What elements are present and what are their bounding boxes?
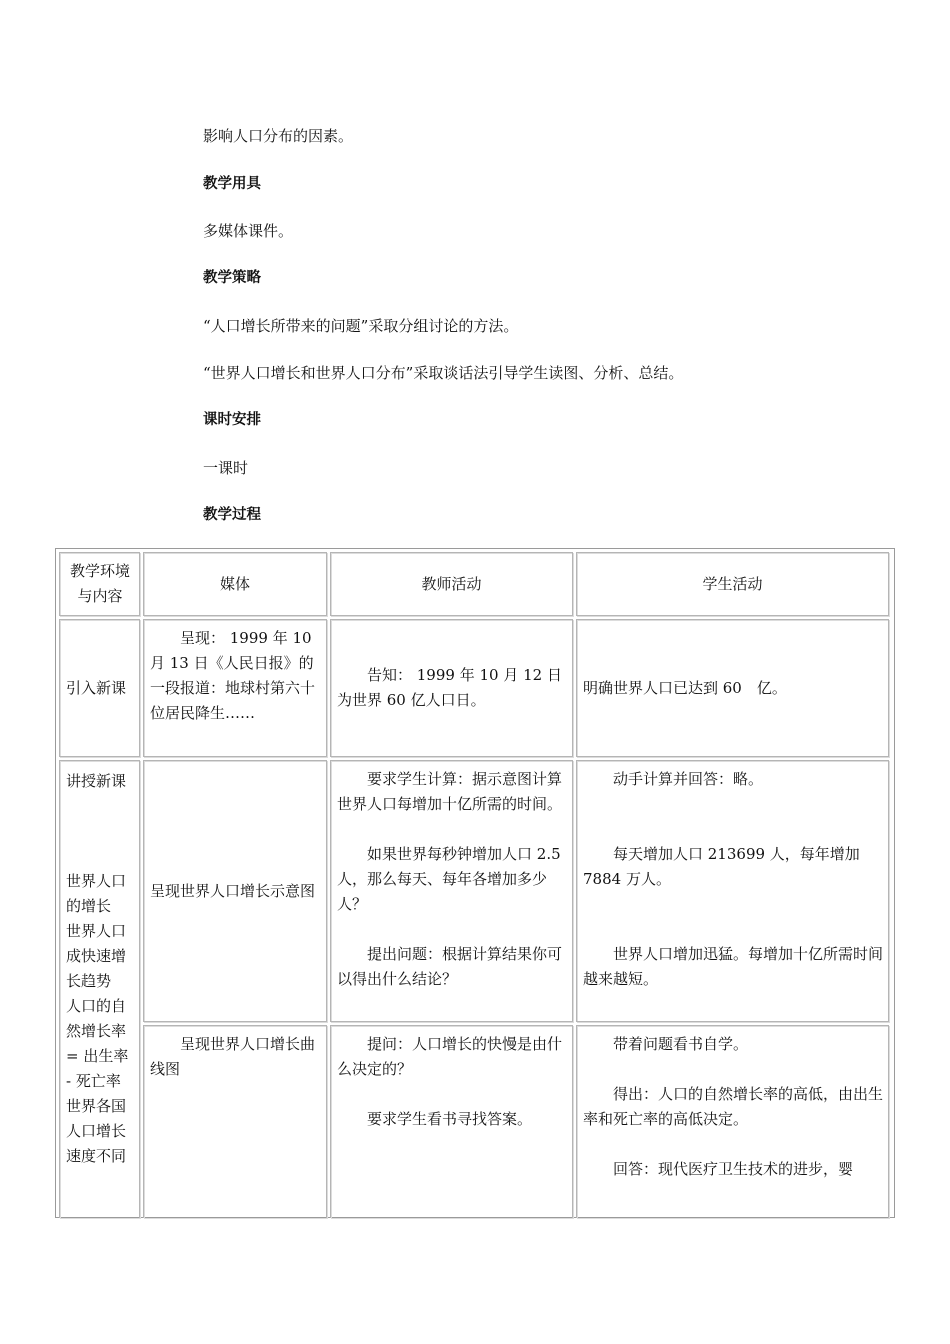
row1-media: 呈现： 1999 年 10 月 13 日《人民日报》的一段报道：地球村第六十位居民降生……	[143, 619, 327, 757]
strategy-heading: 教学策略	[203, 270, 261, 286]
header-teacher: 教师活动	[330, 552, 573, 616]
schedule-text: 一课时	[203, 459, 249, 477]
row2b-teacher: 提问：人口增长的快慢是由什么决定的？ 要求学生看书寻找答案。	[330, 1025, 573, 1218]
row2-env	[59, 760, 140, 1218]
row1-student: 明确世界人口已达到 60 亿。	[576, 619, 889, 757]
row2a-student: 动手计算并回答：略。 每天增加人口 213699 人，每年增加 7884 万人。 世界人口增加迅猛。每增加十亿所需时间越来越短。	[576, 760, 889, 1022]
tools-heading: 教学用具	[203, 176, 261, 192]
strategy-item-1: “人口增长所带来的问题”采取分组讨论的方法。	[203, 317, 519, 335]
header-student: 学生活动	[576, 552, 889, 616]
row2a-teacher: 要求学生计算：据示意图计算世界人口每增加十亿所需的时间。 如果世界每秒钟增加人口 2.5 人，那么每天、每年各增加多少人？ 提出问题：根据计算结果你可以得出什么结论？	[330, 760, 573, 1022]
teaching-process-table	[55, 548, 895, 1218]
row1-teacher: 告知： 1999 年 10 月 12 日为世界 60 亿人口日。	[330, 619, 573, 757]
row2b-student: 带着问题看书自学。 得出：人口的自然增长率的高低，由出生率和死亡率的高低决定。 回答：现代医疗卫生技术的进步，婴	[576, 1025, 889, 1218]
intro-text: 影响人口分布的因素。	[203, 127, 354, 145]
row2-env-title: 讲授新课	[66, 772, 127, 790]
process-heading: 教学过程	[203, 507, 261, 523]
header-env: 教学环境与内容	[59, 552, 140, 616]
strategy-item-2: “世界人口增长和世界人口分布”采取谈话法引导学生读图、分析、总结。	[203, 364, 684, 382]
tools-text: 多媒体课件。	[203, 222, 294, 240]
schedule-heading: 课时安排	[203, 412, 261, 428]
header-media: 媒体	[143, 552, 327, 616]
row2a-media: 呈现世界人口增长示意图	[143, 760, 327, 1022]
row1-env: 引入新课	[59, 619, 140, 757]
row2b-media: 呈现世界人口增长曲线图	[143, 1025, 327, 1218]
row2-env-lines: 世界人口 的增长 世界人口 成快速增 长趋势 人口的自 然增长率 = 出生率 - 死亡率 世界各国 人口增长 速度不同	[66, 872, 129, 1165]
